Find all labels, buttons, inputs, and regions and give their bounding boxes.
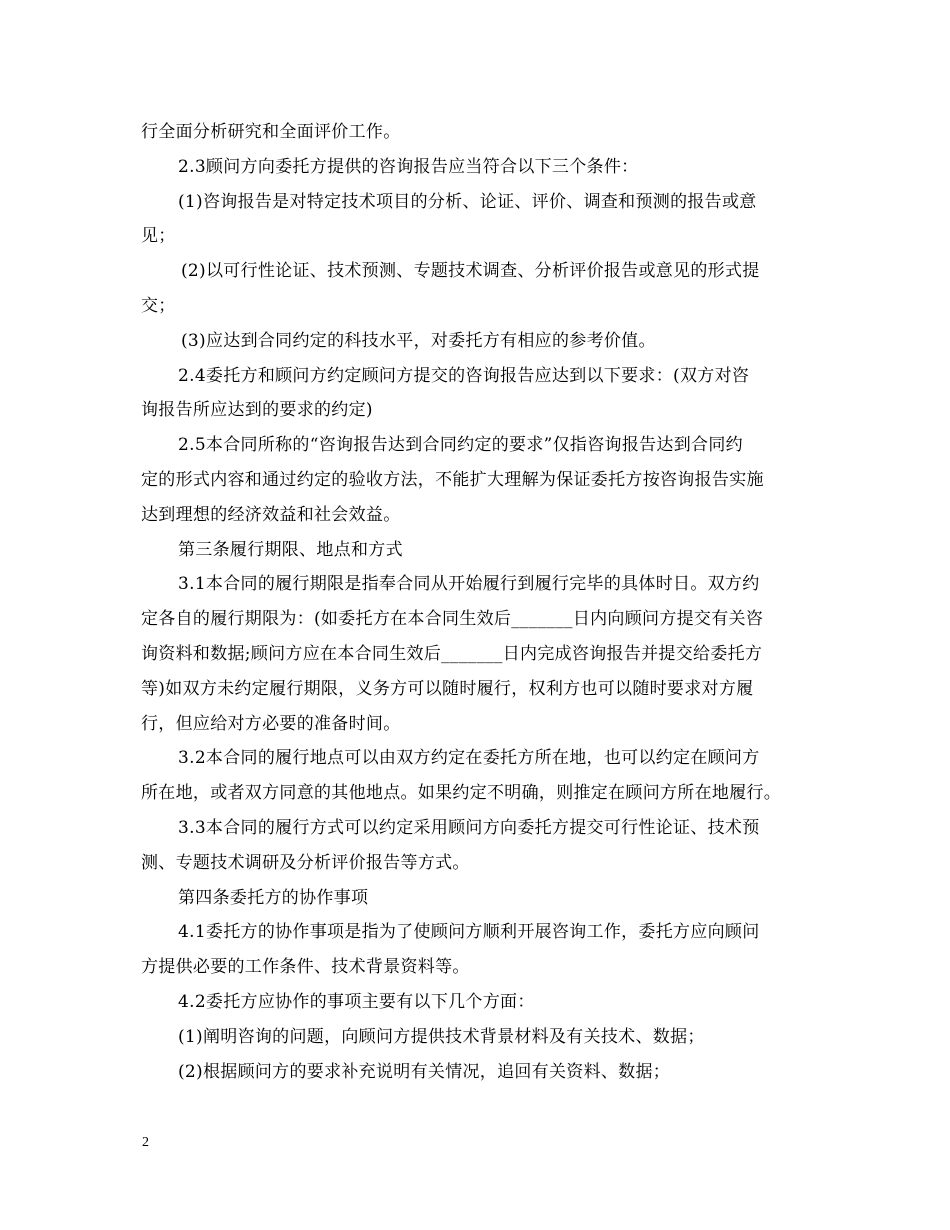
section-heading: 第四条委托方的协作事项	[178, 887, 369, 908]
text-line: (1)阐明咨询的问题，向顾问方提供技术背景材料及有关技术、数据；	[178, 1026, 705, 1047]
text-line: 定的形式内容和通过约定的验收方法，不能扩大理解为保证委托方按咨询报告实施	[141, 469, 764, 490]
section-heading: 第三条履行期限、地点和方式	[178, 539, 403, 560]
text-line: 询资料和数据;顾问方应在本合同生效后_______日内完成咨询报告并提交给委托方	[141, 643, 763, 664]
text-line: 测、专题技术调研及分析评价报告等方式。	[141, 852, 470, 873]
text-line: 4.1委托方的协作事项是指为了使顾问方顺利开展咨询工作，委托方应向顾问	[178, 922, 760, 943]
text-line: 行，但应给对方必要的准备时间。	[141, 713, 401, 734]
text-line: 3.2本合同的履行地点可以由双方约定在委托方所在地，也可以约定在顾问方	[178, 748, 760, 769]
text-line: 交；	[141, 295, 176, 316]
text-line: 定各自的履行期限为：(如委托方在本合同生效后_______日内向顾问方提交有关咨	[141, 609, 764, 630]
text-line: 3.3本合同的履行方式可以约定采用顾问方向委托方提交可行性论证、技术预	[178, 817, 760, 838]
text-line: 达到理想的经济效益和社会效益。	[141, 504, 401, 525]
text-line: 行全面分析研究和全面评价工作。	[141, 122, 401, 142]
text-line: 见；	[141, 226, 176, 247]
text-line: 方提供必要的工作条件、技术背景资料等。	[141, 957, 470, 978]
body-text	[141, 115, 821, 1089]
text-line: 4.2委托方应协作的事项主要有以下几个方面：	[178, 991, 535, 1012]
text-line: 等)如双方未约定履行期限，义务方可以随时履行，权利方也可以随时要求对方履	[141, 678, 754, 699]
text-line: (2)根据顾问方的要求补充说明有关情况，追回有关资料、数据；	[178, 1061, 671, 1082]
text-line: (2)以可行性论证、技术预测、专题技术调查、分析评价报告或意见的形式提	[181, 261, 760, 282]
text-line: 所在地，或者双方同意的其他地点。如果约定不明确，则推定在顾问方所在地履行。	[141, 783, 782, 804]
text-line: 2.3顾问方向委托方提供的咨询报告应当符合以下三个条件：	[178, 156, 639, 177]
text-line: 2.4委托方和顾问方约定顾问方提交的咨询报告应达到以下要求：(双方对咨	[178, 365, 750, 386]
text-line: 询报告所应达到的要求的约定)	[141, 400, 373, 421]
page-number: 2	[142, 1135, 149, 1150]
text-line: (1)咨询报告是对特定技术项目的分析、论证、评价、调查和预测的报告或意	[178, 191, 757, 212]
text-line: 2.5本合同所称的“咨询报告达到合同约定的要求”仅指咨询报告达到合同约	[178, 435, 743, 456]
text-line: (3)应达到合同约定的科技水平，对委托方有相应的参考价值。	[181, 330, 656, 351]
text-line: 3.1本合同的履行期限是指奉合同从开始履行到履行完毕的具体时日。双方约	[178, 574, 760, 595]
